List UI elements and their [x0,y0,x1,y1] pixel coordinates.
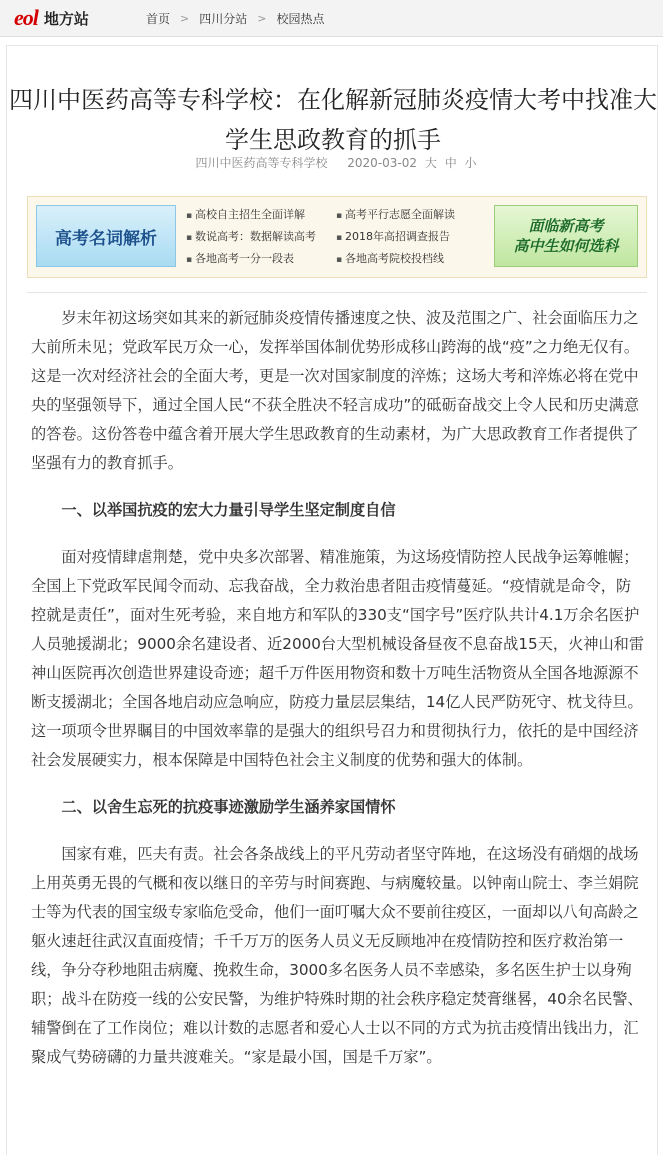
promo-link[interactable]: ▪ 高考平行志愿全面解读 [336,206,476,222]
promo-right-banner[interactable] [494,205,638,267]
paragraph: 面对疫情肆虐荆楚，党中央多次部署、精准施策，为这场疫情防控人民战争运筹帷幄；全国上下党政军民闻令而动、忘我奋战，全力救治患者阻击疫情蔓延。“疫情就是命令，防控就是责任”，面对生死考验，来自地方和军队的330支“国字号”医疗队共计4.1万余名医护人员驰援湖北；9000余名建设者、近2000台大型机械设备昼夜不息奋战15天，火神山和雷神山医院再次创造世界建设奇迹；超千万件医用物资和数十万吨生活物资从全国各地源源不断支援湖北；全国各地启动应急响应，防疫力量层层集结，14亿人民严防死守、枕戈待旦。这一项项令世界瞩目的中国效率靠的是强大的组织号召力和贯彻执行力，依托的是中国经济社会发展硬实力，根本保障是中国特色社会主义制度的优势和强大的体制。 [31,548,645,769]
breadcrumb [146,10,324,27]
font-size-medium-link[interactable]: 中 [444,156,457,170]
paragraph: 国家有难，匹夫有责。社会各条战线上的平凡劳动者坚守阵地，在这场没有硝烟的战场上用英勇无畏的气概和夜以继日的辛劳与时间赛跑、与病魔较量。以钟南山院士、李兰娟院士等为代表的国宝级专家临危受命，他们一面叮嘱大众不要前往疫区，一面却以八旬高龄之躯火速赶往武汉直面疫情；千千万万的医务人员义无反顾地冲在疫情防控和医疗救治第一线，争分夺秒地阻击病魔、挽救生命，3000多名医务人员不幸感染，多名医生护士以身殉职；战斗在防疫一线的公安民警，为维护特殊时期的社会秩序稳定焚膏继晷，40余名民警、辅警倒在了工作岗位；难以计数的志愿者和爱心人士以不同的方式为抗击疫情出钱出力，汇聚成气势磅礴的力量共渡难关。“家是最小国，国是千万家”。 [31,845,643,1066]
article-body [31,304,645,1090]
font-size-large-link[interactable]: 大 [424,156,437,170]
promo-link[interactable]: ▪ 高校自主招生全面详解 [186,206,336,222]
top-nav-bar [0,0,663,37]
site-name: 地方站 [43,9,89,28]
promo-link[interactable]: ▪ 各地高考一分一段表 [186,250,336,266]
promo-link[interactable]: ▪ 各地高考院校投档线 [336,250,476,266]
promo-right-line2: 高中生如何选科 [513,237,619,255]
article-container [6,45,658,1155]
breadcrumb-campus-link[interactable]: 校园热点 [276,11,325,26]
article-source: 四川中医药高等专科学校 [195,156,328,170]
breadcrumb-separator-icon: > [257,11,267,25]
breadcrumb-home-link[interactable]: 首页 [146,11,171,26]
font-size-small-link[interactable]: 小 [464,156,477,170]
section-heading: 一、以举国抗疫的宏大力量引导学生坚定制度自信 [61,501,396,519]
promo-link-list [186,206,476,266]
promo-link[interactable]: ▪ 数说高考：数据解读高考 [186,228,336,244]
promo-box [27,196,647,278]
section-heading: 二、以舍生忘死的抗疫事迹激励学生涵养家国情怀 [61,798,396,816]
site-logo[interactable] [14,5,126,31]
eol-logo-mark: eol [14,5,38,30]
article-meta [7,154,659,171]
article-title: 四川中医药高等专科学校：在化解新冠肺炎疫情大考中找准大学生思政教育的抓手 [9,86,657,155]
promo-link[interactable]: ▪ 2018年高招调查报告 [336,228,476,244]
paragraph: 岁末年初这场突如其来的新冠肺炎疫情传播速度之快、波及范围之广、社会面临压力之大前所未见；党政军民万众一心，发挥举国体制优势形成移山跨海的战“疫”之力绝无仅有。这是一次对经济社会的全面大考，更是一次对国家制度的淬炼；这场大考和淬炼必将在党中央的坚强领导下，通过全国人民“不获全胜决不轻言成功”的砥砺奋战交上令人民和历史满意的答卷。这份答卷中蕴含着开展大学生思政教育的生动素材，为广大思政教育工作者提供了坚强有力的教育抓手。 [31,309,640,472]
promo-right-line1: 面临新高考 [528,217,604,235]
divider [27,292,647,293]
breadcrumb-sichuan-link[interactable]: 四川分站 [199,11,248,26]
breadcrumb-separator-icon: > [180,11,190,25]
promo-left-banner[interactable]: 高考名词解析 [36,205,176,267]
article-date: 2020-03-02 [347,156,418,170]
